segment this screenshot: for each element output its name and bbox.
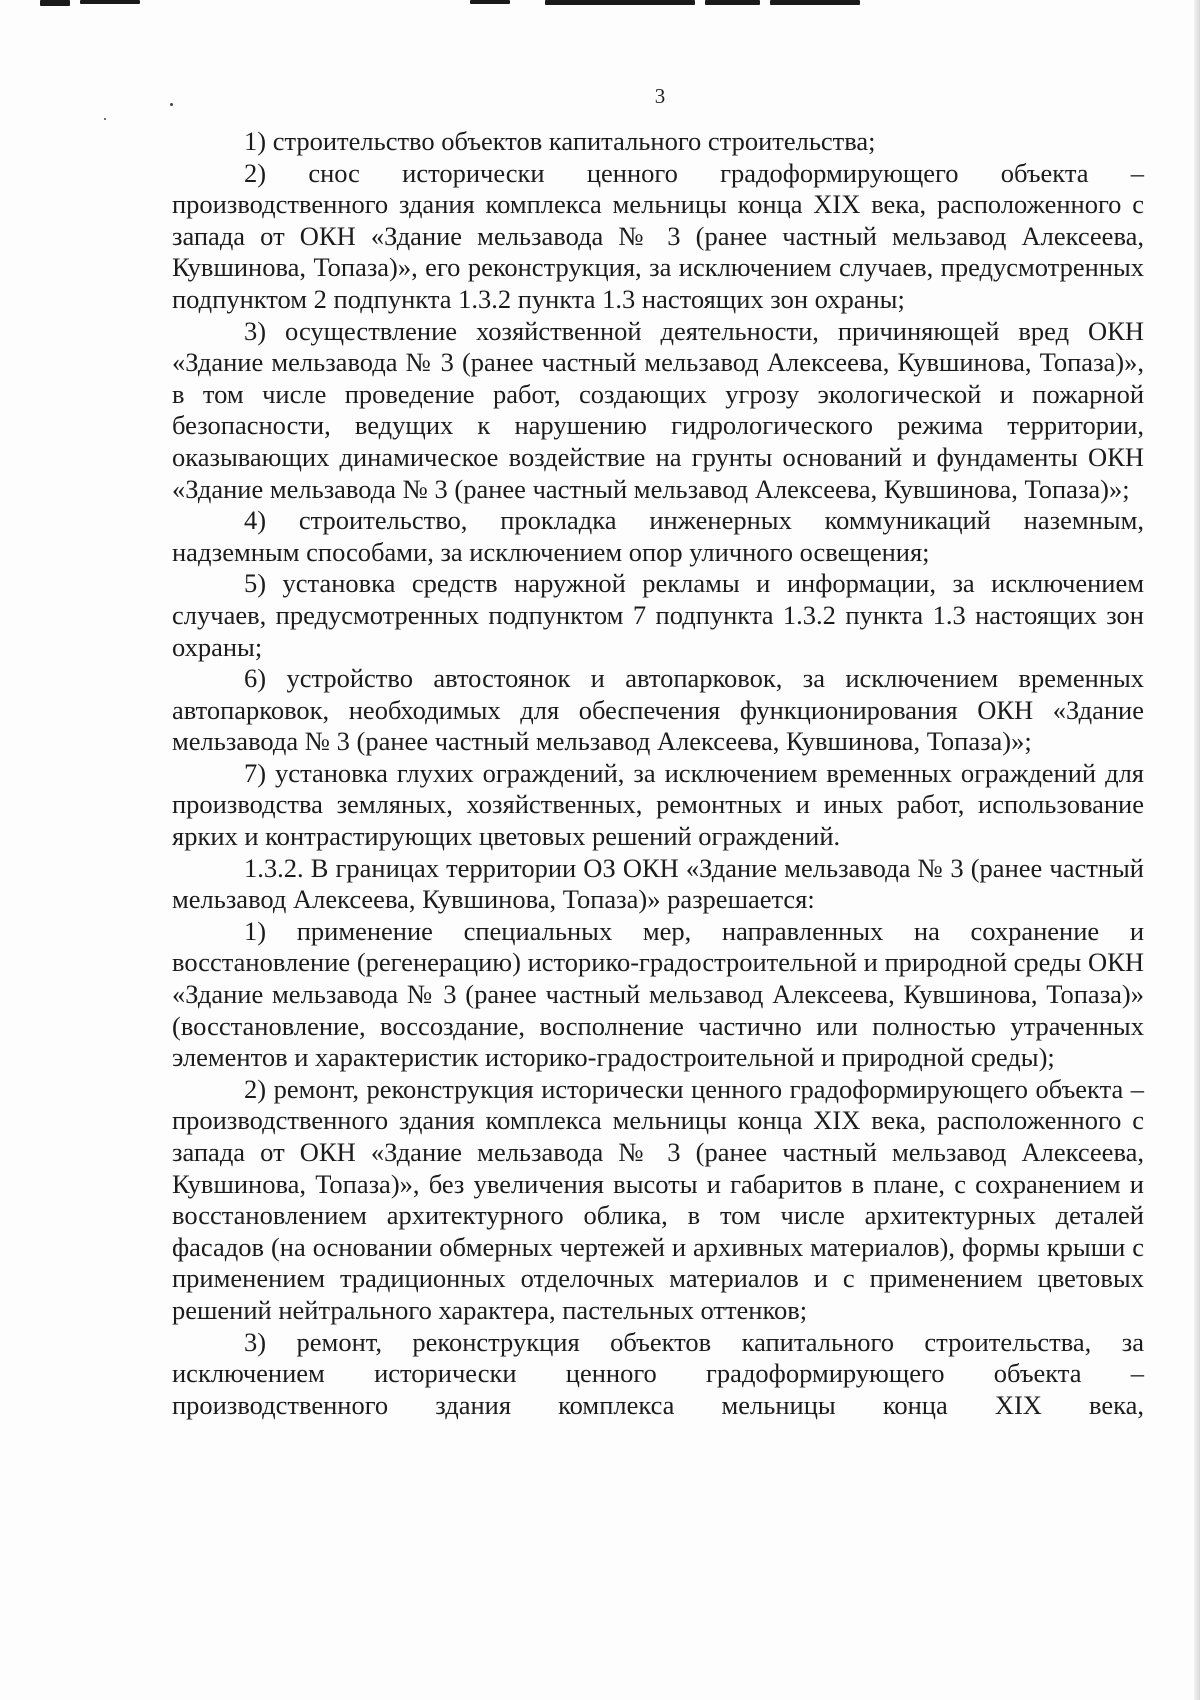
paragraph: 2) снос исторически ценного градоформирующего объекта – производственного здания комплекса мельницы конца XIX века, расположенного с запада от ОКН «Здание мельзавода № 3 (ранее частный мельзавод Алексеева, Кувшинова, Топаза)», его реконструкция, за исключением случаев, предусмотренных подпунктом 2 подпункта 1.3.2 пункта 1.3 настоящих зон охраны;: [172, 157, 1144, 314]
paragraph: 1) применение специальных мер, направленных на сохранение и восстановление (регенерацию) историко-градостроительной и природной среды ОКН «Здание мельзавода № 3 (ранее частный мельзавод Алексеева, Кувшинова, Топаза)» (восстановление, воссоздание, восполнение частично или полностью утраченных элементов и характеристик историко-градостроительной и природной среды);: [172, 915, 1144, 1073]
paragraph: 3) осуществление хозяйственной деятельности, причиняющей вред ОКН «Здание мельзавода № 3 (ранее частный мельзавод Алексеева, Кувшинова, Топаза)», в том числе проведение работ, создающих угрозу экологической и пожарной безопасности, ведущих к нарушению гидрологического режима территории, оказывающих динамическое воздействие на грунты оснований и фундаменты ОКН «Здание мельзавода № 3 (ранее частный мельзавод Алексеева, Кувшинова, Топаза)»;: [172, 315, 1144, 504]
paragraph: 1.3.2. В границах территории ОЗ ОКН «Здание мельзавода № 3 (ранее частный мельзавод Алексеева, Кувшинова, Топаза)» разрешается:: [172, 852, 1144, 915]
page-number: 3: [654, 84, 666, 108]
scan-artifact-top: [0, 0, 1200, 10]
paragraph: 4) строительство, прокладка инженерных коммуникаций наземным, надземным способами, за исключением опор уличного освещения;: [172, 505, 1144, 567]
paragraph: 5) установка средств наружной рекламы и информации, за исключением случаев, предусмотренных подпунктом 7 подпункта 1.3.2 пункта 1.3 настоящих зон охраны;: [172, 568, 1144, 662]
scan-artifact-right-edge: [1194, 0, 1200, 1700]
paragraph: 3) ремонт, реконструкция объектов капитального строительства, за исключением исторически ценного градоформирующего объекта – производственного здания комплекса мельницы конца XIX века,: [172, 1326, 1144, 1420]
paragraph: 1) строительство объектов капитального строительства;: [244, 126, 876, 156]
paragraph: 6) устройство автостоянок и автопарковок, за исключением временных автопарковок, необходимых для обеспечения функционирования ОКН «Здание мельзавода № 3 (ранее частный мельзавод Алексеева, Кувшинова, Топаза)»;: [172, 663, 1144, 757]
paragraph: 2) ремонт, реконструкция исторически ценного градоформирующего объекта – производственного здания комплекса мельницы конца XIX века, расположенного с запада от ОКН «Здание мельзавода № 3 (ранее частный мельзавод Алексеева, Кувшинова, Топаза)», без увеличения высоты и габаритов в плане, с сохранением и восстановлением архитектурного облика, в том числе архитектурных деталей фасадов (на основании обмерных чертежей и архивных материалов), формы крыши с применением традиционных отделочных материалов и с применением цветовых решений нейтрального характера, пастельных оттенков;: [172, 1073, 1144, 1325]
document-body: [172, 126, 1144, 1421]
scan-speck: [104, 118, 106, 120]
paragraph: 7) установка глухих ограждений, за исключением временных ограждений для производства земляных, хозяйственных, ремонтных и иных работ, использование ярких и контрастирующих цветовых решений ограждений.: [172, 757, 1144, 852]
